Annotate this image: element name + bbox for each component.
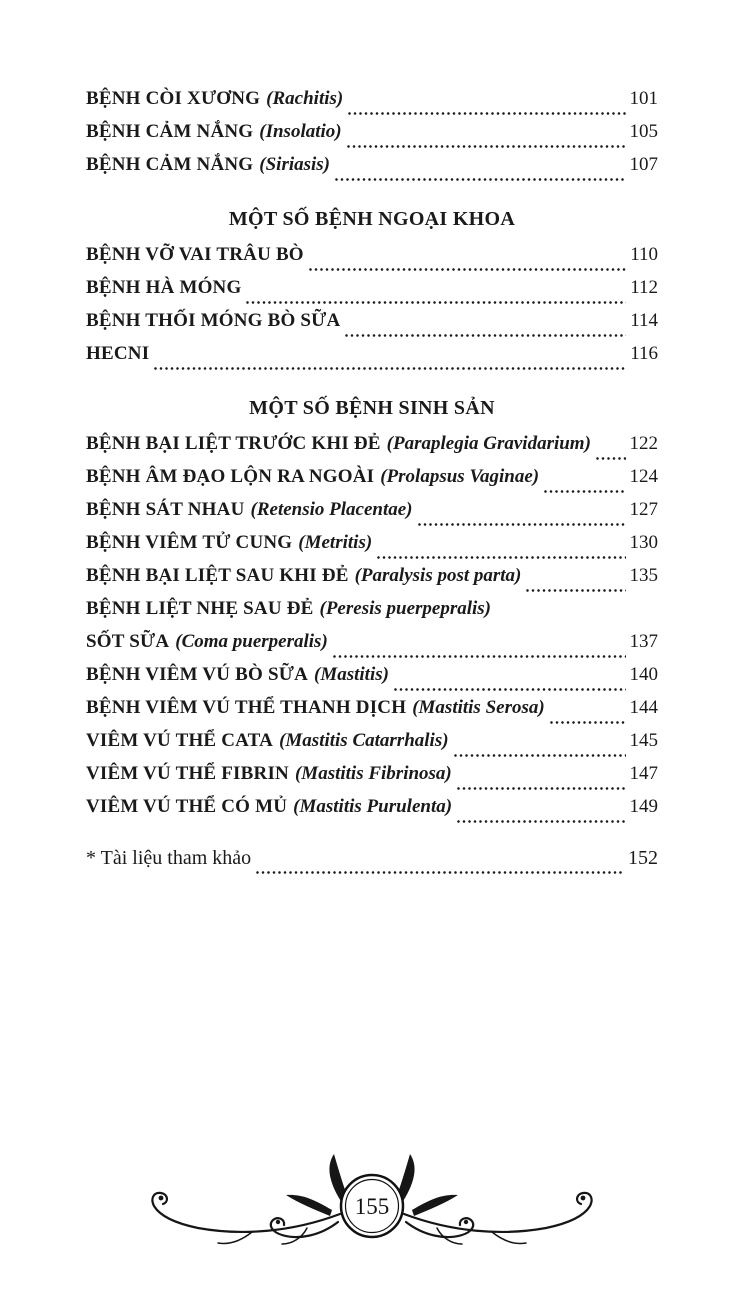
entry-page-number: 145 [629,730,658,751]
dot-leader [457,820,625,823]
toc-entry-references [86,847,658,880]
dot-leader [347,145,626,148]
entry-latin-name: (Prolapsus Vaginae) [380,466,540,487]
entry-title: BỆNH HÀ MÓNG [86,277,242,298]
dot-leader [377,556,625,559]
dot-leader [544,490,625,493]
toc-entry [86,88,658,121]
toc-list [86,88,658,829]
entry-page-number: 112 [630,277,658,298]
section-heading: MỘT SỐ BỆNH NGOẠI KHOA [228,208,516,230]
entry-page-number: 149 [629,796,658,817]
entry-page-number: 144 [629,697,658,718]
dot-leader [154,367,626,370]
toc-entry [86,796,658,829]
entry-title: BỆNH VIÊM TỬ CUNG [86,532,293,553]
dot-leader [394,688,626,691]
toc-entry [86,730,658,763]
entry-title: HECNI [86,343,150,364]
dot-leader [457,787,626,790]
dot-leader [246,301,626,304]
entry-page-number: 137 [629,631,658,652]
entry-title: VIÊM VÚ THỂ CATA [86,730,274,751]
entry-title: BỆNH LIỆT NHẸ SAU ĐẺ [86,598,314,619]
entry-latin-name: (Siriasis) [259,154,331,175]
entry-title: BỆNH CẢM NẮNG [86,121,254,142]
toc-entry [86,121,658,154]
toc-entry [86,565,658,598]
entry-latin-name: (Mastitis Purulenta) [293,796,453,817]
entry-latin-name: (Mastitis) [314,664,389,685]
dot-leader [345,334,626,337]
dot-leader [596,457,626,460]
entry-title: BỆNH VIÊM VÚ THỂ THANH DỊCH [86,697,407,718]
entry-page-number: 122 [629,433,658,454]
entry-title: BỆNH BẠI LIỆT TRƯỚC KHI ĐẺ [86,433,381,454]
entry-title: BỆNH BẠI LIỆT SAU KHI ĐẺ [86,565,349,586]
entry-page-number: 140 [629,664,658,685]
entry-latin-name: (Metritis) [298,532,373,553]
toc-entry [86,244,658,277]
references-label: * Tài liệu tham khảo [86,847,252,869]
entry-latin-name: (Paraplegia Gravidarium) [386,433,591,454]
entry-latin-name: (Mastitis Serosa) [412,697,545,718]
toc-entry [86,631,658,664]
entry-latin-name: (Insolatio) [259,121,342,142]
entry-title: BỆNH VỠ VAI TRÂU BÒ [86,244,304,265]
dot-leader [526,589,625,592]
entry-page-number: 110 [630,244,658,265]
dot-leader [256,871,624,874]
entry-page-number: 127 [629,499,658,520]
entry-title: BỆNH SÁT NHAU [86,499,245,520]
toc-entry [86,310,658,343]
toc-entry [86,697,658,730]
entry-page-number: 101 [629,88,658,109]
dot-leader [309,268,626,271]
entry-page-number: 114 [630,310,658,331]
toc-entry [86,277,658,310]
dot-leader [454,754,626,757]
entry-page-number: 130 [629,532,658,553]
toc-entry [86,664,658,697]
entry-title: SỐT SỮA [86,631,170,652]
flourish-icon [132,1148,612,1258]
entry-latin-name: (Peresis puerpepralis) [319,598,492,619]
toc-entry [86,763,658,796]
page-number: 155 [354,1194,390,1219]
page-number-ornament [0,1148,744,1258]
entry-title: BỆNH ÂM ĐẠO LỘN RA NGOÀI [86,466,375,487]
entry-page-number: 116 [630,343,658,364]
toc-entry [86,499,658,532]
references-page-number: 152 [628,847,658,869]
entry-page-number: 135 [629,565,658,586]
dot-leader [348,112,625,115]
entry-page-number: 147 [629,763,658,784]
entry-latin-name: (Coma puerperalis) [175,631,328,652]
entry-title: BỆNH VIÊM VÚ BÒ SỮA [86,664,308,685]
entry-title: VIÊM VÚ THỂ FIBRIN [86,763,289,784]
toc-entry [86,433,658,466]
toc-entry [86,343,658,376]
entry-title: BỆNH CÒI XƯƠNG [86,88,261,109]
toc-entry [86,154,658,187]
entry-page-number: 124 [629,466,658,487]
toc-entry [86,466,658,499]
entry-page-number: 105 [629,121,658,142]
dot-leader [335,178,625,181]
entry-title: BỆNH CẢM NẮNG [86,154,254,175]
entry-latin-name: (Mastitis Fibrinosa) [294,763,452,784]
entry-page-number: 107 [629,154,658,175]
entry-latin-name: (Paralysis post parta) [354,565,522,586]
dot-leader [333,655,626,658]
dot-leader [418,523,626,526]
toc-entry [86,532,658,565]
entry-latin-name: (Rachitis) [266,88,344,109]
toc-entry [86,598,658,631]
dot-leader [550,721,626,724]
entry-title: VIÊM VÚ THỂ CÓ MỦ [86,796,288,817]
entry-title: BỆNH THỐI MÓNG BÒ SỮA [86,310,341,331]
entry-latin-name: (Mastitis Catarrhalis) [279,730,449,751]
section-heading: MỘT SỐ BỆNH SINH SẢN [249,397,495,419]
entry-latin-name: (Retensio Placentae) [250,499,413,520]
